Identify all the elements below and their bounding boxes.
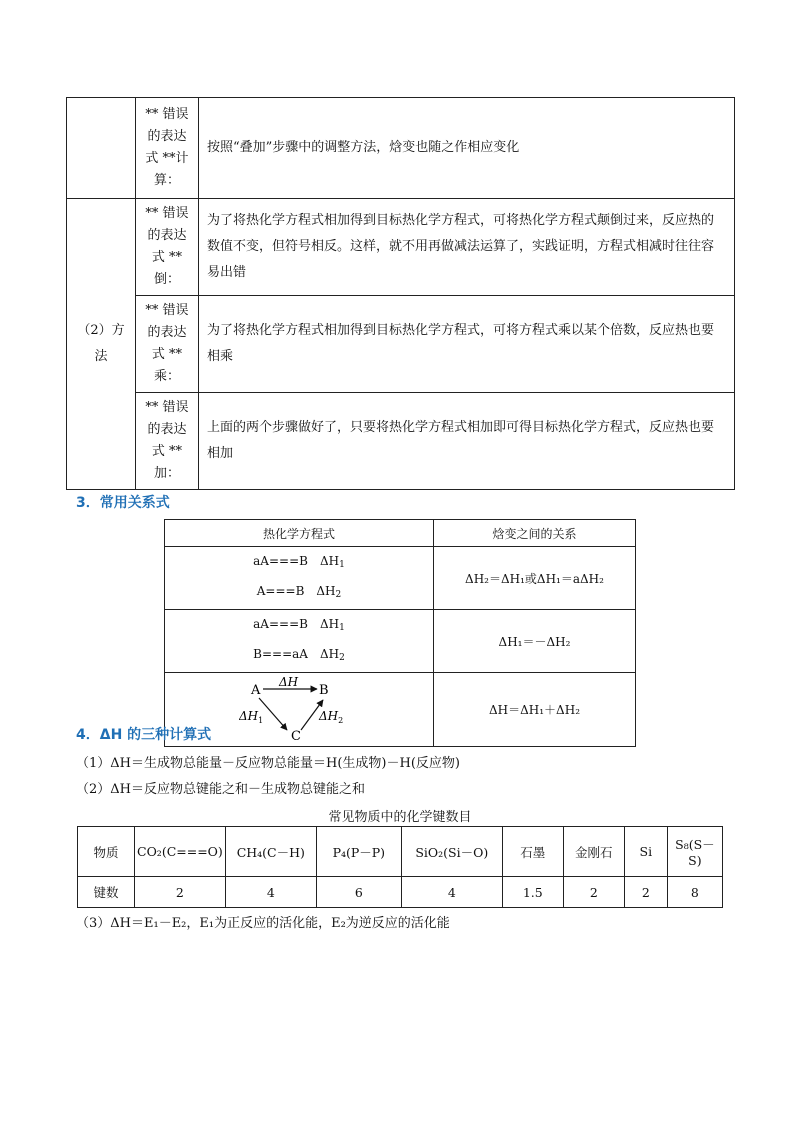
subscript: 2: [335, 590, 342, 600]
label-line: 式 **计: [145, 151, 189, 166]
row-label: [136, 393, 199, 490]
row-text: 上面的两个步骤做好了，只要将热化学方程式相加即可得目标热化学方程式，反应热也要相加: [199, 393, 735, 490]
table-row: [78, 827, 723, 877]
subscript: 2: [339, 653, 345, 663]
table-row: [67, 199, 735, 296]
subscript: 1: [339, 623, 345, 633]
row-label: 键数: [78, 877, 135, 908]
equation-text: aA===B ΔH: [253, 617, 340, 631]
group-label-empty: [67, 98, 136, 199]
label-line: ** 错误: [145, 107, 189, 122]
label-line: ** 错误: [145, 303, 189, 318]
arrow-a-c: [259, 698, 287, 730]
label-line: 加：: [153, 466, 180, 481]
substance-cell: 金刚石: [563, 827, 624, 877]
header-label: 物质: [78, 827, 135, 877]
bond-count-table: [77, 826, 723, 908]
group-label: [67, 199, 136, 490]
label-line: 的表达: [147, 325, 187, 340]
row-label: [136, 199, 199, 296]
table-row: [165, 547, 636, 610]
label-line: 乘：: [153, 369, 180, 384]
label-line: 倒：: [153, 272, 180, 287]
table-row: [67, 98, 735, 199]
table-row: [78, 877, 723, 908]
formula-line-2: （2）ΔH＝反应物总键能之和－生成物总键能之和: [76, 782, 365, 797]
count-cell: 6: [316, 877, 401, 908]
label-line: 算：: [153, 173, 180, 188]
relation-cell: ΔH₁＝－ΔH₂: [434, 610, 636, 673]
count-cell: 2: [624, 877, 667, 908]
header-cell: 焓变之间的关系: [434, 520, 636, 547]
equation-text: A===B ΔH: [256, 584, 336, 598]
label-line: ** 错误: [145, 400, 189, 415]
equation-cell: [165, 610, 434, 673]
node-a: A: [251, 682, 261, 698]
row-text: 按照“叠加”步骤中的调整方法，焓变也随之作相应变化: [199, 98, 735, 199]
relation-cell: ΔH＝ΔH₁＋ΔH₂: [434, 673, 636, 747]
substance-cell: P₄(P－P): [316, 827, 401, 877]
section-3-title: 3．常用关系式: [76, 495, 170, 511]
method-table: [66, 97, 735, 490]
substance-cell: 石墨: [502, 827, 563, 877]
row-text: 为了将热化学方程式相加得到目标热化学方程式，可将热化学方程式颠倒过来，反应热的数值不变，但符号相反。这样，就不用再做减法运算了，实践证明，方程式相减时往往容易出错: [199, 199, 735, 296]
substance-cell: CH₄(C－H): [225, 827, 316, 877]
row-label: [136, 296, 199, 393]
row-label: [136, 98, 199, 199]
group-label-text: （2）方法: [77, 323, 125, 364]
label-line: 的表达: [147, 228, 187, 243]
count-cell: 8: [667, 877, 722, 908]
label-right: $\Delta H_2$: [319, 708, 344, 725]
equation-cell: [165, 547, 434, 610]
header-cell: 热化学方程式: [165, 520, 434, 547]
hess-diagram: [239, 676, 359, 744]
label-line: 式 **: [151, 347, 183, 362]
label-line: 式 **: [151, 444, 183, 459]
label-line: ** 错误: [145, 206, 189, 221]
label-top: ΔH: [279, 675, 299, 689]
substance-cell: SiO₂(Si－O): [401, 827, 502, 877]
count-cell: 2: [135, 877, 226, 908]
table-caption: 常见物质中的化学键数目: [328, 810, 472, 825]
table-row: [67, 393, 735, 490]
equation-text: B===aA ΔH: [253, 647, 340, 661]
node-b: B: [319, 682, 329, 698]
count-cell: 4: [401, 877, 502, 908]
table-row: [165, 673, 636, 747]
label-line: 的表达: [147, 129, 187, 144]
node-c: C: [291, 728, 301, 744]
row-text: 为了将热化学方程式相加得到目标热化学方程式，可将方程式乘以某个倍数，反应热也要相乘: [199, 296, 735, 393]
count-cell: 1.5: [502, 877, 563, 908]
substance-cell: S₈(S－S): [667, 827, 722, 877]
substance-cell: CO₂(C===O): [135, 827, 226, 877]
relation-cell: ΔH₂＝ΔH₁或ΔH₁＝aΔH₂: [434, 547, 636, 610]
section-4-title: 4．ΔH 的三种计算式: [76, 727, 212, 743]
relation-table: [164, 519, 636, 747]
equation-text: aA===B ΔH: [253, 554, 340, 568]
count-cell: 2: [563, 877, 624, 908]
subscript: 1: [339, 560, 345, 570]
formula-line-1: （1）ΔH＝生成物总能量－反应物总能量＝H(生成物)－H(反应物): [76, 756, 460, 771]
count-cell: 4: [225, 877, 316, 908]
formula-line-3: （3）ΔH＝E₁－E₂，E₁为正反应的活化能，E₂为逆反应的活化能: [76, 916, 450, 931]
label-left: $\Delta H_1$: [239, 708, 264, 725]
table-row: [67, 296, 735, 393]
table-row: [165, 520, 636, 547]
table-row: [165, 610, 636, 673]
label-line: 式 **: [151, 250, 183, 265]
label-line: 的表达: [147, 422, 187, 437]
substance-cell: Si: [624, 827, 667, 877]
